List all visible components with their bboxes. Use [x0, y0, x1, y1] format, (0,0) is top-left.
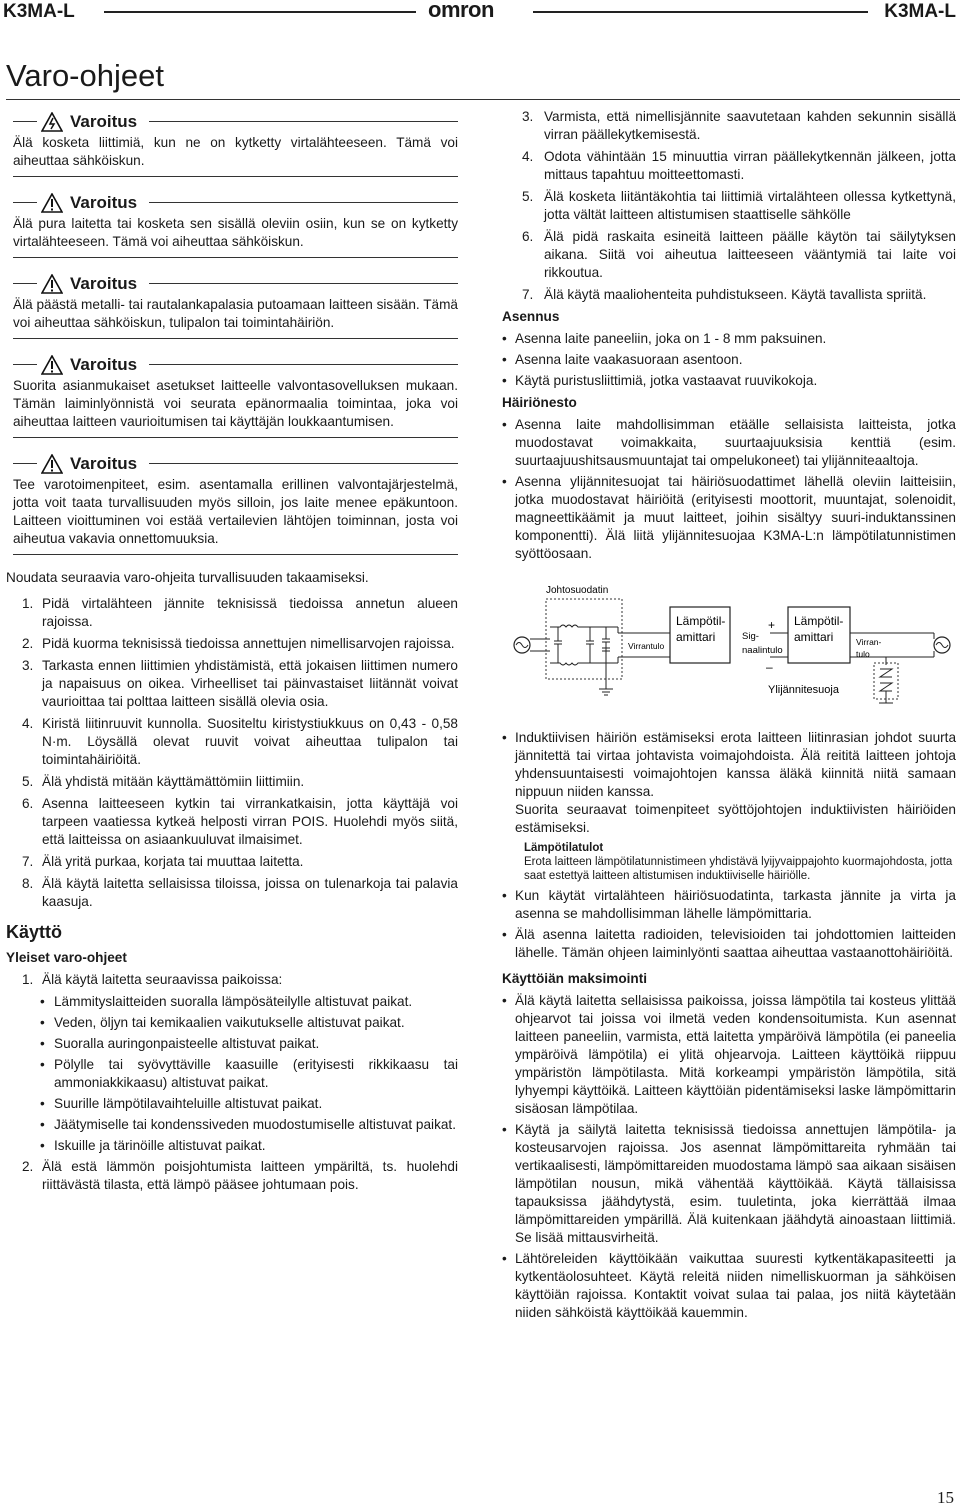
right-column: [502, 108, 956, 1325]
subheading-general: Yleiset varo-ohjeet: [6, 950, 127, 965]
warning-text: Tee varotoimenpiteet, esim. asentamalla erillinen valvontajärjestelmä, jotta voit taata turvallisuuden myös silloin, jos laite menee epäkuntoon. Laitteen vioittuminen voi estää vertailevien lähtöjen toiminnan, josta voi aiheutua vakavia onnettomuuksia.: [13, 476, 458, 555]
svg-text:Lämpötil-: Lämpötil-: [794, 614, 844, 628]
list-item: 2. Älä estä lämmön poisjohtumista laitteen ympäriltä, ts. huolehdi riittävästä tilasta, että lämpö pääsee johtumaan pois.: [22, 1159, 458, 1192]
list-item: • Iskuille ja tärinöille altistuvat paikat.: [40, 1138, 266, 1153]
safety-list: [22, 595, 458, 911]
model-code-left: K3MA-L: [3, 1, 75, 22]
list-item: • Asenna ylijännitesuojat tai häiriösuodattimet lähellä oleviin laitteisiin, jotka muodostavat häiriöitä (erityisesti moottorit, muuntajat, solenoidit, magneettikäämit ja muut laitteet, joihin sisältyy suuri-induktanssinen komponentti). Älä liitä ylijännitesuojaa K3MA-L:n lämpötilatunnistimen syöttöosaan.: [502, 474, 956, 561]
exclamation-warning-icon: [41, 193, 63, 213]
page-number: 15: [937, 1488, 954, 1507]
warning-box: [6, 110, 458, 177]
list-item: • Induktiivisen häiriön estämiseksi erota laitteen liitinrasian johdot suurta jännitettä tai virtaa johtavista voimajohdoista. Älä reititä laitteen johtoja yhdensuuntaisesti voimajohtojen kanssa äläkä kiinnitä niitä samaan nippuun niiden kanssa. Suorita seuraavat toimenpiteet syöttöjohtojen induktiivisten häiriöiden estämiseksi.: [502, 730, 956, 835]
warning-label: Varoitus: [70, 454, 138, 473]
surge-label: Ylijännitesuoja: [768, 684, 839, 696]
header-rule-left: [104, 11, 416, 13]
svg-text:–: –: [766, 660, 773, 674]
warning-text: Suorita asianmukaiset asetukset laitteelle valvontasovelluksen mukaan. Tämän laiminlyönnistä voi seurata epänormaalia toimintaa, joka voi aiheuttaa laitteen vaurioitumisen tai käyttäjän loukkaantumisen.: [13, 377, 458, 438]
list-item: • Kun käytät virtalähteen häiriösuodatinta, tarkasta jännite ja virta ja asenna se mahdollisimman lähelle lämpömittaria.: [502, 888, 956, 921]
left-column: [6, 110, 458, 1198]
list-item: • Käytä puristusliittimiä, jotka vastaavat ruuvikokoja.: [502, 373, 818, 388]
list-item: • Pölylle tai syövyttäville kaasuille (erityisesti rikkikaasu tai ammoniakkikaasu) altistuvat paikat.: [40, 1057, 458, 1090]
warning-label: Varoitus: [70, 193, 138, 212]
usage-list-2: [22, 1158, 458, 1194]
asennus-list: [502, 330, 956, 390]
list-item: • Jäätymiselle tai kondenssiveden muodostumiselle altistuvat paikat.: [40, 1117, 456, 1132]
intro-text: Noudata seuraavia varo-ohjeita turvallisuuden takaamiseksi.: [6, 570, 369, 585]
maksimointi-list: [502, 992, 956, 1322]
list-item: 6. Älä pidä raskaita esineitä laitteen päälle käytön tai säilytyksen aikana. Siitä voi aiheutua laitteeseen vääntymiä tai laite voi rikkoutua.: [522, 229, 956, 280]
page-header: [0, 0, 960, 24]
list-item: • Älä asenna laitetta radioiden, televisioiden tai johdottomien laitteiden lähelle. Tämän ohjeen laiminlyönti saattaa aiheuttaa vastaanottohäiriöitä.: [502, 927, 956, 960]
svg-text:tulo: tulo: [856, 649, 870, 659]
warning-text: Älä päästä metalli- tai rautalankapalasia putoamaan laitteen sisään. Tämä voi aiheuttaa sähköiskun, tulipalon tai toimintahäiriön.: [13, 296, 458, 339]
title-rule: [6, 99, 960, 100]
list-item: • Asenna laite vaakasuoraan asentoon.: [502, 352, 743, 367]
continued-list: [522, 108, 956, 304]
svg-text:Lämpötil-: Lämpötil-: [676, 614, 726, 628]
list-item: • Lähtöreleiden käyttöikään vaikuttaa suuresti kytkentäkapasiteetti ja kytkentäolosuhteet. Käytä releitä niiden nimelliskuorman ja sähköisen käyttöiän rajoissa. Kontaktit voivat sulaa tai palaa, jos niitä käytetään niiden sähköistä käyttöikää kauemmin.: [502, 1251, 956, 1320]
list-item: 8. Älä käytä laitetta sellaisissa tiloissa, joissa on tulenarkoja tai palavia kaasuja.: [22, 876, 458, 909]
list-item: 3. Tarkasta ennen liittimien yhdistämistä, että jokaisen liittimen numero ja napaisuus on oikea. Virheelliset tai päinvastaiset liitännät voivat vaurioittaa tai polttaa laitteen sisällä olevia osia.: [22, 658, 458, 709]
svg-text:Virran-: Virran-: [856, 637, 882, 647]
warning-text: Älä pura laitetta tai kosketa sen sisällä oleviin osiin, kun se on kytketty virtalähteeseen. Tämä voi aiheuttaa sähköiskun.: [13, 215, 458, 258]
list-item: 3. Varmista, että nimellisjännite saavutetaan kahden sekunnin sisällä virran päällekytkemisestä.: [522, 109, 956, 142]
svg-text:amittari: amittari: [676, 630, 716, 644]
list-item: 7. Älä käytä maaliohenteita puhdistukseen. Käytä tavallista spriitä.: [522, 287, 927, 302]
warning-box: [6, 272, 458, 339]
exclamation-warning-icon: [41, 355, 63, 375]
list-item: • Suoralla auringonpaisteelle altistuvat paikat.: [40, 1036, 320, 1051]
list-item: 6. Asenna laitteeseen kytkin tai virrankatkaisin, jotta käyttäjä voi tarpeen vaatiessa kytkeä helposti virran POIS. Huolehdi myös siitä, että laitteissa on asiaankuuluvat ilmaisimet.: [22, 796, 458, 847]
warning-box: [6, 452, 458, 555]
list-item: 5. Älä kosketa liitäntäkohtia tai liittimiä virtalähteen ollessa kytkettynä, jotta vältät laitteen altistumisen staattiselle sähkölle: [522, 189, 956, 222]
hairio-list-3: [502, 887, 956, 962]
usage-list: [22, 971, 458, 989]
filter-label: Johtosuodatin: [546, 585, 609, 596]
brand-logo: omron: [428, 0, 494, 22]
heading-hairionesto: Häiriönesto: [502, 395, 577, 410]
warning-text: Älä kosketa liittimiä, kun ne on kytketty virtalähteeseen. Tämä voi aiheuttaa sähköiskun.: [13, 134, 458, 177]
heading-maksimointi: Käyttöiän maksimointi: [502, 971, 648, 986]
warning-label: Varoitus: [70, 274, 138, 293]
list-item: 7. Älä yritä purkaa, korjata tai muuttaa laitetta.: [22, 854, 304, 869]
warning-box: [6, 353, 458, 438]
section-heading-kaytto: Käyttö: [6, 922, 63, 942]
header-rule-right: [533, 11, 868, 13]
warning-label: Varoitus: [70, 355, 138, 374]
heading-asennus: Asennus: [502, 309, 560, 324]
exclamation-warning-icon: [41, 274, 63, 294]
warning-label: Varoitus: [70, 112, 138, 131]
svg-text:+: +: [768, 618, 776, 632]
places-list: [40, 993, 458, 1155]
line-filter-box: [546, 599, 622, 679]
note-temperature-inputs: Lämpötilatulot Erota laitteen lämpötilatunnistimeen yhdistävä lyijyvaippajohto kuormajohdosta, jotta saat estettyä laitteen altistumisen induktiiviselle häiriölle.: [524, 842, 953, 882]
list-item: 1. Älä käytä laitetta seuraavissa paikoissa:: [22, 972, 283, 987]
list-item: 5. Älä yhdistä mitään käyttämättömiin liittimiin.: [22, 774, 305, 789]
list-item: 4. Odota vähintään 15 minuuttia virran päällekytkennän jälkeen, jotta mittaus tapahtuu moitteettomasti.: [522, 149, 956, 182]
exclamation-warning-icon: [41, 454, 63, 474]
svg-text:Sig-: Sig-: [742, 631, 759, 642]
list-item: • Suurille lämpötilavaihteluille altistuvat paikat.: [40, 1096, 323, 1111]
list-item: • Veden, öljyn tai kemikaalien vaikutukselle altistuvat paikat.: [40, 1015, 405, 1030]
list-item: 1. Pidä virtalähteen jännite teknisissä tiedoissa annetun alueen rajoissa.: [22, 596, 458, 629]
hairio-list: [502, 416, 956, 563]
electric-shock-warning-icon: [41, 112, 63, 132]
list-item: • Lämmityslaitteiden suoralla lämpösäteilylle altistuvat paikat.: [40, 994, 413, 1009]
list-item: • Asenna laite paneeliin, joka on 1 - 8 mm paksuinen.: [502, 331, 827, 346]
list-item: • Käytä ja säilytä laitetta teknisissä tiedoissa annettujen lämpötila- ja kosteusarvojen rajoissa. Jos asennat lämpömittareita ryhmään tai vertikaalisesti, lämpömittareiden muodostama lämpö saa aikaan sisäisen lämpötilan nousun, mikä vähentää käyttöikää. Käytä tällaisissa tapauksissa jäähdytystä, esim. tuuletinta, joka kierrättää ilmaa lämpömittareiden ympärillä. Älä kuitenkaan jäähdytä ainoastaan liittimiä. Se lisää mittausvirheitä.: [502, 1122, 956, 1245]
svg-text:naalintulo: naalintulo: [742, 645, 783, 656]
model-code-right: K3MA-L: [884, 1, 956, 22]
list-item: • Asenna laite mahdollisimman etäälle sellaisista laitteista, jotka muodostavat voimakkaita, suurtaajuuksisia kenttiä (esim. suurtaajuushitsausmuuntajat tai ompelukoneet) tai ylijänniteaaltoja.: [502, 417, 956, 468]
list-item: 2. Pidä kuorma teknisissä tiedoissa annettujen nimellisarvojen rajoissa.: [22, 636, 455, 651]
svg-text:amittari: amittari: [794, 630, 834, 644]
list-item: • Älä käytä laitetta sellaisissa paikoissa, joissa lämpötila tai kosteus ylittää ohjearvot tai joissa voi ilmetä veden kondensoitumista. Kun asennat laitteen paneeliin, varmista, että laitetta ympäröivä lämpötila (ei paneelia ympäröivä lämpötila) ei ylitä ohjearvoja. Laitteen käyttöikä riippuu ympäristön lämpötilasta. Mitä korkeampi ympäristön lämpötila, sitä lyhyempi käyttöikä. Laitteen käyttöiän pidentämiseksi laske lämpömittarin sisäosan lämpötilaa.: [502, 993, 956, 1116]
power-input-label: Virrantulo: [628, 641, 665, 651]
noise-suppression-diagram: [502, 569, 956, 717]
warning-box: [6, 191, 458, 258]
page-title: Varo-ohjeet: [6, 58, 164, 93]
list-item: 4. Kiristä liitinruuvit kunnolla. Suositeltu kiristystiukkuus on 0,43 - 0,58 N·m. Löysällä olevat ruuvit voivat aiheuttaa tulipalon tai toimintahäiriöitä.: [22, 716, 458, 767]
hairio-list-2: [502, 729, 956, 837]
